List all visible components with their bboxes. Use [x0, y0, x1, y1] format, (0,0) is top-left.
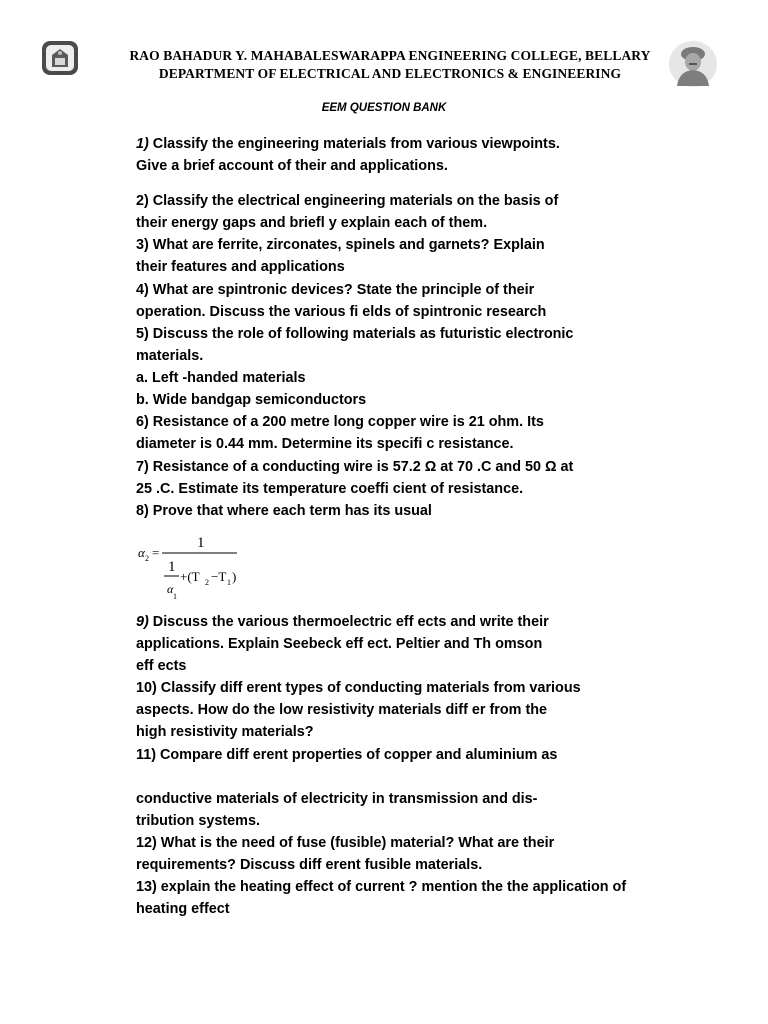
question-5-item-a: a. Left -handed materials: [136, 370, 306, 386]
formula-plus-term: +(T: [180, 569, 200, 584]
question-1-line-2: Give a brief account of their and applications.: [136, 158, 448, 174]
question-13-line-1: 13) explain the heating effect of current ? mention the the application of: [136, 879, 627, 895]
college-name: RAO BAHADUR Y. MAHABALESWARAPPA ENGINEERING COLLEGE, BELLARY: [129, 48, 651, 63]
formula-inner-denominator-sub: 1: [173, 592, 177, 601]
question-5-line-2: materials.: [136, 348, 204, 364]
question-10-line-2: aspects. How do the low resistivity materials diff er from the: [136, 702, 548, 718]
question-2-line-1: 2) Classify the electrical engineering materials on the basis of: [136, 193, 559, 209]
question-11-line-3: tribution systems.: [136, 813, 260, 829]
question-1-text: Classify the engineering materials from various viewpoints.: [148, 136, 560, 152]
college-logo: [41, 40, 79, 76]
question-7-line-1: 7) Resistance of a conducting wire is 57.2 Ω at 70 .C and 50 Ω at: [136, 459, 574, 475]
question-13-line-2: heating effect: [136, 901, 230, 917]
formula-numerator: 1: [197, 535, 205, 551]
question-6-line-1: 6) Resistance of a 200 metre long copper wire is 21 ohm. Its: [136, 414, 544, 430]
formula-inner-denominator: α: [167, 582, 174, 596]
formula-t1-sub: 1: [227, 578, 231, 587]
formula-inner-numerator: 1: [168, 559, 176, 575]
formula-equals: =: [152, 545, 160, 560]
question-5-line-1: 5) Discuss the role of following materials as futuristic electronic: [136, 326, 574, 342]
question-1-number: 1): [136, 136, 149, 152]
temperature-coefficient-formula: [136, 530, 246, 610]
question-1-line-1: [136, 135, 560, 153]
formula-t2-sub: 2: [205, 578, 209, 587]
question-11-line-1: 11) Compare diff erent properties of copper and aluminium as: [136, 747, 558, 763]
formula-minus-term: −T: [211, 569, 227, 584]
question-10-line-3: high resistivity materials?: [136, 724, 314, 740]
formula-lhs-sub: 2: [145, 554, 149, 563]
question-9-line-3: eff ects: [136, 658, 187, 674]
question-9-number: 9): [136, 614, 149, 630]
question-12-line-1: 12) What is the need of fuse (fusible) material? What are their: [136, 835, 555, 851]
question-9-line-2: applications. Explain Seebeck eff ect. Peltier and Th omson: [136, 636, 543, 652]
question-9-text: Discuss the various thermoelectric eff ects and write their: [148, 614, 549, 630]
formula-lhs: α: [138, 545, 145, 560]
question-9-line-1: [136, 613, 549, 631]
question-12-line-2: requirements? Discuss diff erent fusible materials.: [136, 857, 483, 873]
formula-close-paren: ): [232, 569, 237, 584]
department-name: DEPARTMENT OF ELECTRICAL AND ELECTRONICS & ENGINEERING: [158, 66, 622, 81]
question-3-line-1: 3) What are ferrite, zirconates, spinels and garnets? Explain: [136, 237, 545, 253]
question-3-line-2: their features and applications: [136, 259, 345, 275]
question-4-line-1: 4) What are spintronic devices? State the principle of their: [136, 282, 535, 298]
question-6-line-2: diameter is 0.44 mm. Determine its specifi c resistance.: [136, 436, 514, 452]
question-4-line-2: operation. Discuss the various fi elds of spintronic research: [136, 304, 547, 320]
question-11-line-2: conductive materials of electricity in transmission and dis-: [136, 791, 538, 807]
question-2-line-2: their energy gaps and briefl y explain each of them.: [136, 215, 488, 231]
question-10-line-1: 10) Classify diff erent types of conducting materials from various: [136, 680, 581, 696]
question-8-line-1: 8) Prove that where each term has its usual: [136, 503, 432, 519]
document-title: EEM QUESTION BANK: [321, 102, 447, 114]
question-5-item-b: b. Wide bandgap semiconductors: [136, 392, 367, 408]
question-7-line-2: 25 .C. Estimate its temperature coeffi cient of resistance.: [136, 481, 524, 497]
